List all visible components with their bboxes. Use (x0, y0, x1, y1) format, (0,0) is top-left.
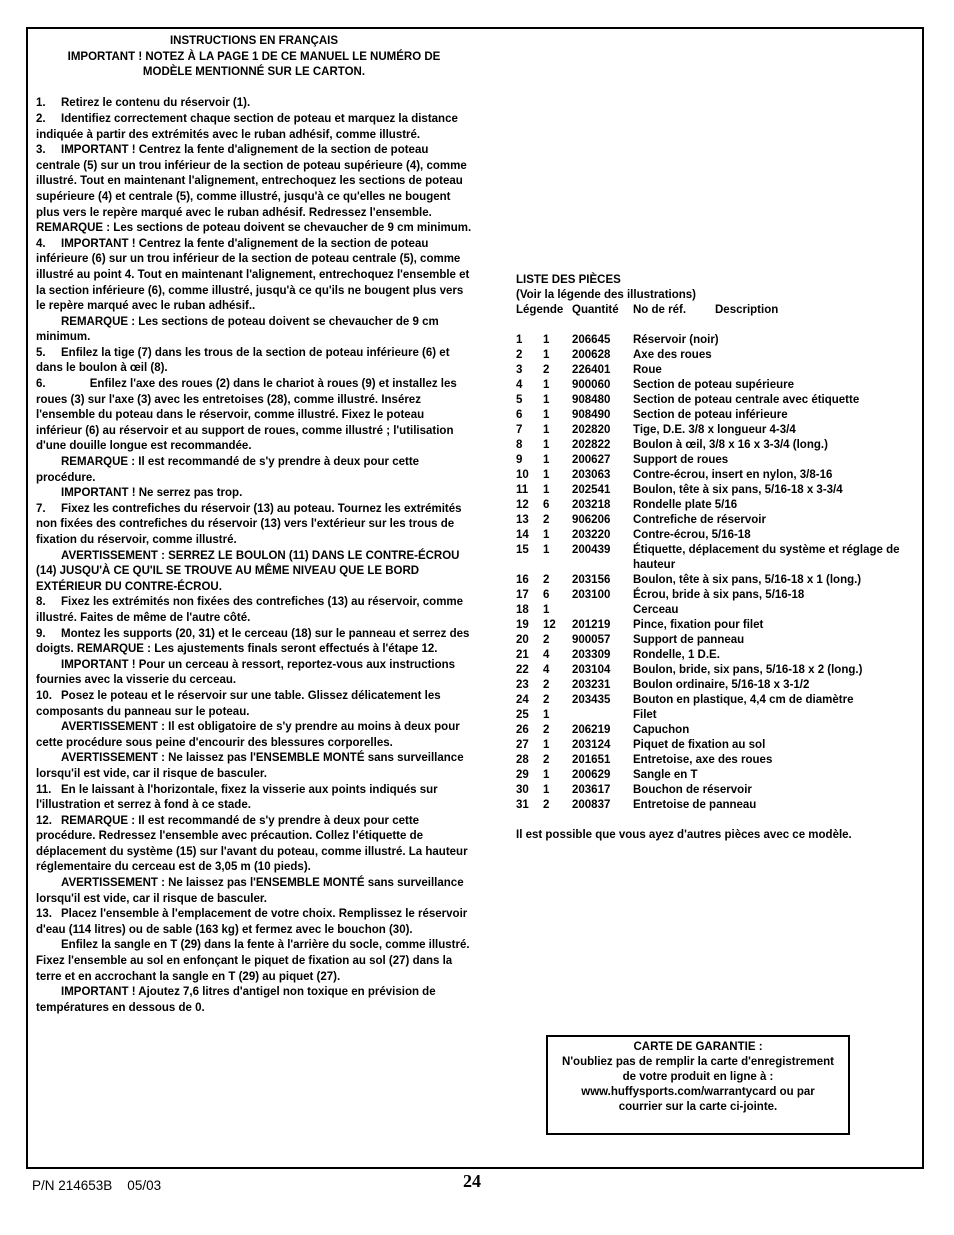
instruction-step (36, 783, 472, 814)
instruction-note (36, 455, 472, 486)
part-legend: 26 (516, 724, 529, 736)
table-row (516, 663, 916, 678)
step-text: Placez l'ensemble à l'emplacement de votre choix. Remplissez le réservoir d'eau (114 litres) ou de sable (163 kg) et fermez avec le bouchon (30). (36, 908, 471, 936)
step-text: Posez le poteau et le réservoir sur une table. Glissez délicatement les composants du panneau sur le poteau. (36, 689, 444, 718)
part-ref: 202822 (572, 439, 611, 451)
instruction-step (36, 907, 472, 938)
part-quantity: 2 (543, 724, 550, 736)
step-number: 6. (36, 378, 46, 391)
step-text: REMARQUE : Les sections de poteau doivent se chevaucher de 9 cm minimum. (36, 315, 442, 344)
column-header-legend: Légende (516, 304, 564, 316)
part-description: Rondelle plate 5/16 (633, 499, 738, 511)
part-ref: 203124 (572, 739, 611, 751)
part-quantity: 1 (543, 439, 550, 451)
part-description: Boulon à œil, 3/8 x 16 x 3-3/4 (long.) (633, 439, 828, 451)
step-text: AVERTISSEMENT : Ne laissez pas l'ENSEMBLE MONTÉ sans surveillance lorsqu'il est vide, car il risque de basculer. (36, 877, 467, 905)
table-row (516, 333, 916, 348)
part-legend: 2 (516, 349, 523, 361)
part-legend: 3 (516, 364, 523, 376)
part-ref: 203104 (572, 664, 611, 676)
table-row (516, 393, 916, 408)
part-ref: 908490 (572, 409, 611, 421)
part-description: Section de poteau centrale avec étiquette (633, 394, 860, 406)
table-row (516, 423, 916, 438)
parts-list (516, 273, 916, 843)
step-text: Enfilez la tige (7) dans les trous de la section de poteau inférieure (6) et dans le boulon à œil (8). (36, 346, 453, 375)
part-quantity: 1 (543, 739, 550, 751)
part-quantity: 2 (543, 694, 550, 706)
instruction-step (36, 112, 472, 143)
part-description: Entretoise de panneau (633, 799, 757, 811)
part-legend: 7 (516, 424, 523, 436)
part-ref: 203218 (572, 499, 611, 511)
part-legend: 24 (516, 694, 529, 706)
step-number: 11. (36, 783, 52, 796)
step-text: Enfilez l'axe des roues (2) dans le chariot à roues (9) et installez les roues (3) sur l'axe (3) avec les entretoises (28), comme illustré. Insérez l'ensemble du poteau dans le réservoir, comme illustré. Fixez le poteau inférieur (6) au réservoir et au support de roues, comme illustré ; l'utilisation d'une douille longue est recommandée. (36, 378, 460, 453)
part-legend: 14 (516, 529, 529, 541)
instruction-step (36, 595, 472, 626)
step-text: AVERTISSEMENT : Ne laissez pas l'ENSEMBLE MONTÉ sans surveillance lorsqu'il est vide, car il risque de basculer. (36, 752, 467, 780)
part-quantity: 2 (543, 364, 550, 376)
step-text: Identifiez correctement chaque section de poteau et marquez la distance indiquée à partir des extrémités avec le ruban adhésif, comme illustré. (36, 112, 462, 141)
column-header-quantity: Quantité (572, 304, 619, 316)
table-row (516, 678, 916, 693)
part-ref: 906206 (572, 514, 611, 526)
warranty-line: de votre produit en ligne à : (622, 1071, 774, 1083)
part-description: Roue (633, 364, 662, 376)
part-legend: 18 (516, 604, 529, 616)
instruction-step (36, 814, 472, 876)
part-quantity: 1 (543, 334, 550, 346)
parts-note: Il est possible que vous ayez d'autres pièces avec ce modèle. (516, 829, 852, 841)
part-description: Axe des roues (633, 349, 712, 361)
instruction-note (36, 751, 472, 782)
table-row (516, 573, 916, 588)
part-quantity: 2 (543, 799, 550, 811)
part-description: Étiquette, déplacement du système et réglage de hauteur (633, 544, 900, 571)
part-ref: 203100 (572, 589, 611, 601)
warranty-line: courrier sur la carte ci-jointe. (618, 1101, 778, 1113)
part-quantity: 1 (543, 424, 550, 436)
part-description: Pince, fixation pour filet (633, 619, 764, 631)
instructions-column (36, 34, 472, 1016)
part-ref: 201651 (572, 754, 611, 766)
part-quantity: 1 (543, 379, 550, 391)
part-ref: 200629 (572, 769, 611, 781)
instruction-step (36, 96, 472, 112)
part-legend: 10 (516, 469, 529, 481)
important-note-line-1: IMPORTANT ! NOTEZ À LA PAGE 1 DE CE MANUEL LE NUMÉRO DE (67, 50, 441, 63)
part-description: Support de roues (633, 454, 729, 466)
step-number: 12. (36, 814, 52, 827)
step-text: En le laissant à l'horizontale, fixez la visserie aux points indiqués sur l'illustration et serrez à fond à ce stade. (36, 783, 441, 812)
table-row (516, 483, 916, 498)
step-text: Montez les supports (20, 31) et le cerceau (18) sur le panneau et serrez des doigts. REMARQUE : Les ajustements finals seront effectués à l'étape 12. (36, 627, 473, 656)
part-legend: 17 (516, 589, 529, 601)
instructions-title: INSTRUCTIONS EN FRANÇAIS (169, 35, 339, 47)
table-row (516, 723, 916, 738)
part-ref: 226401 (572, 364, 611, 376)
instruction-note (36, 658, 472, 689)
warranty-title: CARTE DE GARANTIE : (633, 1041, 763, 1053)
warranty-url-line: www.huffysports.com/warrantycard ou par (581, 1086, 815, 1098)
part-ref: 203231 (572, 679, 611, 691)
part-quantity: 2 (543, 679, 550, 691)
part-description: Tige, D.E. 3/8 x longueur 4-3/4 (633, 424, 796, 436)
table-row (516, 738, 916, 753)
part-quantity: 4 (543, 649, 550, 661)
part-ref: 200439 (572, 544, 611, 556)
part-ref: 200628 (572, 349, 611, 361)
part-description: Contre-écrou, 5/16-18 (633, 529, 751, 541)
part-legend: 23 (516, 679, 529, 691)
part-quantity: 12 (543, 619, 556, 631)
table-row (516, 798, 916, 813)
part-legend: 16 (516, 574, 529, 586)
column-header-ref: No de réf. (633, 304, 687, 316)
table-row (516, 633, 916, 648)
part-legend: 28 (516, 754, 529, 766)
part-ref: 900060 (572, 379, 611, 391)
part-description: Cerceau (633, 604, 679, 616)
part-legend: 19 (516, 619, 529, 631)
instruction-note (36, 876, 472, 907)
part-description: Boulon, tête à six pans, 5/16-18 x 3-3/4 (633, 484, 843, 496)
table-row (516, 348, 916, 363)
part-legend: 15 (516, 544, 529, 556)
part-quantity: 2 (543, 514, 550, 526)
footer-part-number: P/N 214653B 05/03 (32, 1178, 162, 1193)
step-text: REMARQUE : Il est recommandé de s'y prendre à deux pour cette procédure. (36, 456, 423, 484)
step-number: 5. (36, 346, 46, 359)
part-description: Piquet de fixation au sol (633, 739, 766, 751)
part-description: Boulon ordinaire, 5/16-18 x 3-1/2 (633, 679, 810, 691)
part-legend: 4 (516, 379, 523, 391)
instruction-step (36, 689, 472, 720)
instruction-step (36, 346, 472, 377)
table-row (516, 363, 916, 378)
table-row (516, 498, 916, 513)
part-quantity: 2 (543, 574, 550, 586)
part-ref: 203435 (572, 694, 611, 706)
part-description: Écrou, bride à six pans, 5/16-18 (633, 589, 805, 601)
part-description: Filet (633, 709, 657, 721)
warranty-box (546, 1035, 850, 1135)
part-ref: 206645 (572, 334, 611, 346)
parts-list-title: LISTE DES PIÈCES (516, 274, 621, 286)
step-text: Enfilez la sangle en T (29) dans la fente à l'arrière du socle, comme illustré. Fixez l'ensemble au sol en enfonçant le piquet de fixation au sol (27) dans la terre et en accrochant la sangle en T (29) au piquet (27). (36, 939, 473, 983)
part-description: Entretoise, axe des roues (633, 754, 773, 766)
part-legend: 21 (516, 649, 529, 661)
part-legend: 8 (516, 439, 523, 451)
part-ref: 200627 (572, 454, 611, 466)
parts-list-header (516, 303, 916, 318)
part-ref: 202541 (572, 484, 611, 496)
table-row (516, 693, 916, 708)
instruction-step (36, 627, 472, 658)
part-quantity: 2 (543, 634, 550, 646)
part-quantity: 6 (543, 589, 550, 601)
step-text: AVERTISSEMENT : SERREZ LE BOULON (11) DANS LE CONTRE-ÉCROU (14) JUSQU'À CE QU'IL SE TROUVE AU MÊME NIVEAU QUE LE BORD EXTÉRIEUR DU CONTRE-ÉCROU. (36, 549, 463, 593)
part-ref: 900057 (572, 634, 611, 646)
part-legend: 30 (516, 784, 529, 796)
step-text: REMARQUE : Il est recommandé de s'y prendre à deux pour cette procédure. Redressez l'ensemble avec précaution. Collez l'étiquette de déplacement du système (15) sur l'avant du poteau, comme illustré. La hauteur réglementaire du cerceau est de 3,05 m (10 pieds). (36, 814, 471, 874)
part-description: Sangle en T (633, 769, 698, 781)
step-number: 13. (36, 908, 52, 921)
instruction-step (36, 237, 472, 315)
part-quantity: 1 (543, 454, 550, 466)
part-description: Section de poteau inférieure (633, 409, 788, 421)
instruction-note (36, 938, 472, 985)
step-number: 1. (36, 97, 46, 110)
part-description: Capuchon (633, 724, 690, 736)
part-legend: 9 (516, 454, 523, 466)
part-legend: 25 (516, 709, 529, 721)
table-row (516, 513, 916, 528)
step-text: IMPORTANT ! Pour un cerceau à ressort, reportez-vous aux instructions fournies avec la visserie du cerceau. (36, 658, 459, 687)
step-text: Fixez les contrefiches du réservoir (13) au poteau. Tournez les extrémités non fixées des contrefiches du réservoir (13) vers l'extérieur sur les trous de fixation du réservoir, comme illustré. (36, 502, 465, 546)
part-ref: 202820 (572, 424, 611, 436)
step-text: IMPORTANT ! Centrez la fente d'alignement de la section de poteau centrale (5) sur un trou inférieur de la section de poteau supérieure (4), comme illustré. Tout en maintenant l'alignement, entrechoquez les sections de poteau supérieure (4) et centrale (5), comme illustré, jusqu'à ce qu'elles ne bougent plus vers le repère marqué avec le ruban adhésif. Redressez l'ensemble. REMARQUE : Les sections de poteau doivent se chevaucher de 9 cm minimum. (36, 144, 472, 235)
part-quantity: 1 (543, 409, 550, 421)
table-row (516, 783, 916, 798)
table-row (516, 753, 916, 768)
part-quantity: 6 (543, 499, 550, 511)
instructions-header (36, 34, 472, 81)
part-ref: 908480 (572, 394, 611, 406)
part-quantity: 1 (543, 394, 550, 406)
table-row (516, 543, 916, 573)
part-quantity: 1 (543, 349, 550, 361)
part-ref: 203309 (572, 649, 611, 661)
part-quantity: 1 (543, 544, 550, 556)
table-row (516, 408, 916, 423)
table-row (516, 453, 916, 468)
part-legend: 31 (516, 799, 529, 811)
table-row (516, 603, 916, 618)
step-text: IMPORTANT ! Centrez la fente d'alignement de la section de poteau inférieure (6) sur un trou inférieur de la section de poteau centrale (5), comme illustré au point 4. Tout en maintenant l'alignement, entrechoquez l'ensemble et la section inférieure (6), comme illustré, jusqu'à ce qu'ils ne bougent plus vers le repère marqué avec le ruban adhésif.. (36, 237, 473, 313)
part-legend: 11 (516, 484, 529, 496)
part-description: Bouchon de réservoir (633, 784, 752, 796)
part-description: Boulon, tête à six pans, 5/16-18 x 1 (long.) (633, 574, 862, 586)
step-text: IMPORTANT ! Ajoutez 7,6 litres d'antigel non toxique en prévision de températures en dessous de 0. (36, 986, 439, 1014)
page-number: 24 (463, 1171, 481, 1191)
part-description: Support de panneau (633, 634, 745, 646)
instruction-note (36, 720, 472, 751)
table-row (516, 528, 916, 543)
part-quantity: 2 (543, 754, 550, 766)
part-ref: 203617 (572, 784, 611, 796)
step-number: 7. (36, 502, 46, 515)
part-description: Contrefiche de réservoir (633, 514, 766, 526)
instructions-list (36, 96, 472, 1016)
instruction-note (36, 985, 472, 1016)
part-legend: 22 (516, 664, 529, 676)
step-number: 2. (36, 112, 46, 125)
part-quantity: 1 (543, 769, 550, 781)
part-quantity: 4 (543, 664, 550, 676)
step-number: 3. (36, 144, 46, 157)
part-quantity: 1 (543, 709, 550, 721)
step-text: IMPORTANT ! Ne serrez pas trop. (61, 487, 243, 500)
part-legend: 29 (516, 769, 529, 781)
table-row (516, 618, 916, 633)
table-row (516, 468, 916, 483)
parts-list-subtitle: (Voir la légende des illustrations) (516, 289, 696, 301)
part-legend: 1 (516, 334, 523, 346)
step-text: Retirez le contenu du réservoir (1). (61, 97, 251, 110)
part-description: Réservoir (noir) (633, 334, 719, 346)
table-row (516, 438, 916, 453)
part-ref: 206219 (572, 724, 611, 736)
table-row (516, 648, 916, 663)
part-legend: 12 (516, 499, 529, 511)
instruction-note (36, 549, 472, 596)
warranty-line: N'oubliez pas de remplir la carte d'enregistrement (562, 1056, 834, 1068)
part-description: Contre-écrou, insert en nylon, 3/8-16 (633, 469, 833, 481)
part-ref: 203063 (572, 469, 611, 481)
instruction-note (36, 486, 472, 502)
part-legend: 13 (516, 514, 529, 526)
step-text: Fixez les extrémités non fixées des contrefiches (13) au réservoir, comme illustré. Faites de même de l'autre côté. (36, 596, 467, 624)
part-ref: 201219 (572, 619, 611, 631)
instruction-step (36, 502, 472, 549)
part-description: Section de poteau supérieure (633, 379, 795, 391)
table-row (516, 768, 916, 783)
parts-rows (516, 333, 916, 813)
part-quantity: 1 (543, 604, 550, 616)
table-row (516, 588, 916, 603)
table-row (516, 378, 916, 393)
step-number: 8. (36, 596, 46, 609)
part-description: Boulon, bride, six pans, 5/16-18 x 2 (long.) (633, 664, 863, 676)
step-number: 9. (36, 627, 46, 640)
part-ref: 203220 (572, 529, 611, 541)
instruction-step (36, 377, 472, 455)
part-description: Rondelle, 1 D.E. (633, 649, 720, 661)
part-quantity: 1 (543, 784, 550, 796)
step-number: 10. (36, 689, 52, 702)
important-note-line-2: MODÈLE MENTIONNÉ SUR LE CARTON. (142, 66, 366, 79)
step-number: 4. (36, 237, 46, 250)
part-quantity: 1 (543, 529, 550, 541)
table-row (516, 708, 916, 723)
part-ref: 203156 (572, 574, 611, 586)
part-description: Bouton en plastique, 4,4 cm de diamètre (633, 694, 854, 706)
instruction-note (36, 315, 472, 346)
column-header-description: Description (715, 304, 779, 316)
part-legend: 27 (516, 739, 529, 751)
part-legend: 20 (516, 634, 529, 646)
part-quantity: 1 (543, 469, 550, 481)
part-legend: 6 (516, 409, 523, 421)
part-quantity: 1 (543, 484, 550, 496)
part-legend: 5 (516, 394, 523, 406)
step-text: AVERTISSEMENT : Il est obligatoire de s'y prendre au moins à deux pour cette procédure sous peine d'encourir des blessures corporelles. (36, 721, 463, 749)
part-ref: 200837 (572, 799, 611, 811)
instruction-step (36, 143, 472, 237)
